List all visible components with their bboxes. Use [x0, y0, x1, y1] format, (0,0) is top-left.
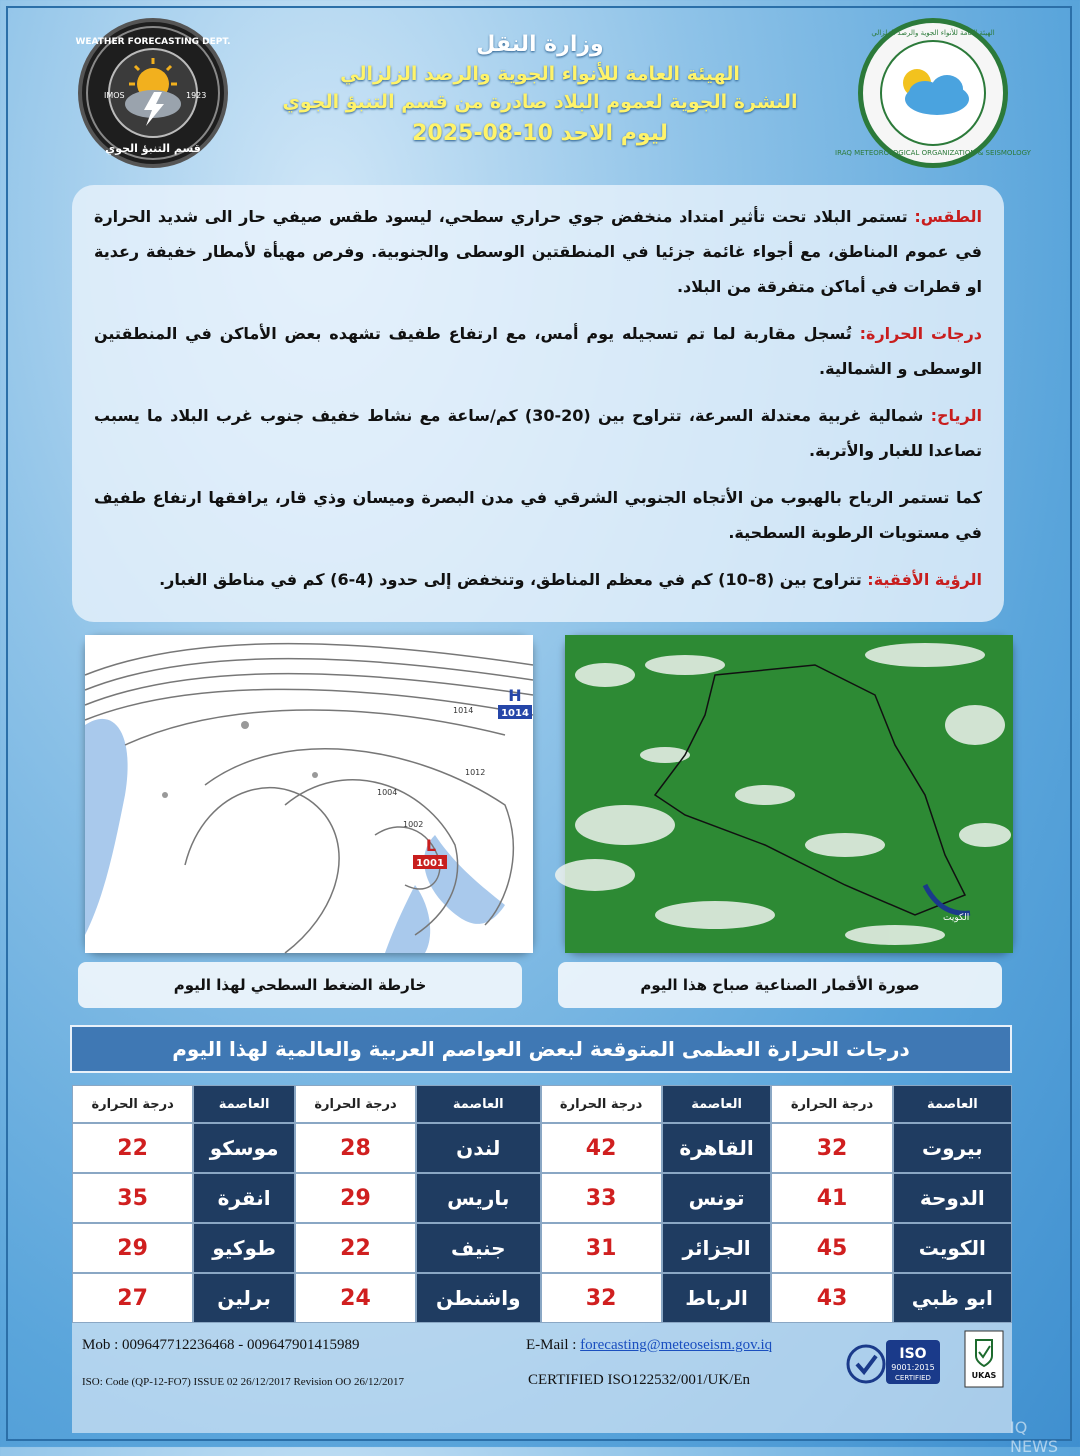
weather-paragraph — [94, 199, 982, 304]
capital-temperature: 32 — [771, 1123, 892, 1173]
email-line — [526, 1337, 772, 1354]
table-row — [72, 1173, 1012, 1223]
temp-header: درجة الحرارة — [72, 1085, 193, 1123]
temperature-paragraph — [94, 316, 982, 386]
weather-label: الطقس: — [914, 207, 982, 226]
ukas-text: UKAS — [971, 1371, 997, 1380]
logo-year-text: 1923 — [186, 91, 207, 100]
capital-temperature: 22 — [72, 1123, 193, 1173]
low-pressure-label: L — [425, 836, 437, 855]
wind-text: شمالية غربية معتدلة السرعة، تتراوح بين (20-30) كم/ساعة مع نشاط خفيف جنوب غرب البلاد ما يسبب تصاعدا للغبار والأتربة. — [94, 406, 982, 460]
ministry-title: وزارة النقل — [476, 32, 604, 57]
capital-temperature: 22 — [295, 1223, 416, 1273]
bulletin-title: النشرة الجوية لعموم البلاد صادرة من قسم التنبؤ الجوي — [282, 91, 798, 113]
visibility-text: تتراوح بين (8–10) كم في معظم المناطق، وتنخفض إلى حدود (4-6) كم في مناطق الغبار. — [159, 570, 862, 589]
capital-temperature: 43 — [771, 1273, 892, 1323]
capital-name: انقرة — [193, 1173, 295, 1223]
logo-imos-text: IMOS — [104, 91, 125, 100]
iso-certified-badge — [846, 1328, 942, 1398]
capital-temperature: 45 — [771, 1223, 892, 1273]
visibility-label: الرؤية الأفقية: — [867, 570, 982, 589]
isobar-1002-label: 1002 — [403, 820, 424, 829]
capital-name: باريس — [416, 1173, 540, 1223]
iso-code-line: ISO: Code (QP-12-FO7) ISSUE 02 26/12/2017 Revision OO 26/12/2017 — [82, 1376, 405, 1388]
capital-temperature: 29 — [295, 1173, 416, 1223]
capital-header: العاصمة — [193, 1085, 295, 1123]
pressure-map-caption: خارطة الضغط السطحي لهذا اليوم — [78, 962, 522, 1008]
logo-ring-text: WEATHER FORECASTING DEPT. — [75, 37, 231, 47]
logo-arabic-text: قسم التنبؤ الجوي — [105, 142, 201, 155]
mobile-numbers: Mob : 009647712236468 - 009647901415989 — [82, 1337, 360, 1353]
iso-badge-standard: 9001:2015 — [891, 1363, 935, 1372]
certification-line: CERTIFIED ISO122532/001/UK/En — [528, 1372, 751, 1388]
capital-temperature: 29 — [72, 1223, 193, 1273]
capital-name: الجزائر — [662, 1223, 772, 1273]
capital-temperature: 24 — [295, 1273, 416, 1323]
capital-header: العاصمة — [416, 1085, 540, 1123]
forecast-text-box — [72, 185, 1004, 622]
authority-title: الهيئة العامة للأنواء الجوية والرصد الزلزالي — [340, 63, 740, 85]
capital-name: موسكو — [193, 1123, 295, 1173]
low-pressure-value: 1001 — [416, 858, 444, 869]
capital-header: العاصمة — [893, 1085, 1012, 1123]
extra-wind-paragraph — [94, 480, 982, 550]
wind-paragraph — [94, 398, 982, 468]
news-watermark: IQ NEWS — [1010, 1418, 1059, 1456]
high-pressure-value: 1014 — [501, 708, 529, 719]
capital-temperature: 31 — [541, 1223, 662, 1273]
capital-header: العاصمة — [662, 1085, 772, 1123]
capital-temperature: 41 — [771, 1173, 892, 1223]
temp-header: درجة الحرارة — [541, 1085, 662, 1123]
table-row — [72, 1273, 1012, 1323]
satellite-caption: صورة الأقمار الصناعية صباح هذا اليوم — [558, 962, 1002, 1008]
isobar-1004-label: 1004 — [377, 788, 398, 797]
email-label: E-Mail : — [526, 1337, 581, 1353]
satellite-image — [565, 635, 1013, 953]
capital-name: تونس — [662, 1173, 772, 1223]
capital-name: الكويت — [893, 1223, 1012, 1273]
email-link[interactable]: forecasting@meteoseism.gov.iq — [580, 1337, 773, 1353]
capital-name: برلين — [193, 1273, 295, 1323]
high-pressure-label: H — [508, 686, 522, 705]
wind-label: الرياح: — [930, 406, 982, 425]
iso-badge-certified: CERTIFIED — [895, 1374, 931, 1382]
capital-temperature: 32 — [541, 1273, 662, 1323]
temperatures-table-title: درجات الحرارة العظمى المتوقعة لبعض العواصم العربية والعالمية لهذا اليوم — [70, 1025, 1012, 1073]
capital-temperature: 42 — [541, 1123, 662, 1173]
capital-name: واشنطن — [416, 1273, 540, 1323]
iso-badge-text: ISO — [899, 1346, 927, 1362]
table-row — [72, 1223, 1012, 1273]
temp-header: درجة الحرارة — [295, 1085, 416, 1123]
weather-text: تستمر البلاد تحت تأثير امتداد منخفض جوي حراري سطحي، ليسود طقس صيفي حار الى شديد الحرارة في عموم المناطق، مع أجواء غائمة جزئيا في المنطقتين الوسطى والجنوبية. وفرص مهيأة لأمطار خفيفة رعدية او قطرات في أماكن متفرقة من البلاد. — [94, 207, 982, 296]
capital-name: ابو ظبي — [893, 1273, 1012, 1323]
logo-ring-text-en: IRAQ METEOROLOGICAL ORGANIZATION & SEISMOLOGY — [835, 149, 1031, 157]
surface-pressure-map — [85, 635, 533, 953]
capital-name: الدوحة — [893, 1173, 1012, 1223]
capital-name: جنيف — [416, 1223, 540, 1273]
isobar-1012-label: 1012 — [465, 768, 486, 777]
extra-wind-text: كما تستمر الرياح بالهبوب من الأتجاه الجنوبي الشرقي في مدن البصرة وميسان وذي قار، يرافقها ارتفاع طفيف في مستويات الرطوبة السطحية. — [94, 488, 982, 542]
capital-temperature: 27 — [72, 1273, 193, 1323]
satellite-kuwait-label: الكويت — [943, 913, 970, 923]
logo-ring-text-ar: الهيئة العامة للأنواء الجوية والرصد الزلزالي — [871, 29, 995, 37]
table-row — [72, 1123, 1012, 1173]
capital-temperature: 33 — [541, 1173, 662, 1223]
bulletin-header — [0, 20, 1080, 170]
visibility-paragraph — [94, 562, 982, 597]
capital-name: الرباط — [662, 1273, 772, 1323]
capital-temperature: 28 — [295, 1123, 416, 1173]
capital-name: القاهرة — [662, 1123, 772, 1173]
ukas-logo — [964, 1330, 1004, 1388]
capital-name: لندن — [416, 1123, 540, 1173]
temp-header: درجة الحرارة — [771, 1085, 892, 1123]
temperature-label: درجات الحرارة: — [859, 324, 983, 343]
isobar-1014-label: 1014 — [453, 706, 474, 715]
table-header-row — [72, 1085, 1012, 1123]
temperature-text: تُسجل مقاربة لما تم تسجيله يوم أمس، مع ارتفاع طفيف تشهده بعض الأماكن في المنطقتين الوسطى و الشمالية. — [94, 324, 982, 378]
capitals-temperature-table — [72, 1085, 1012, 1323]
capital-temperature: 35 — [72, 1173, 193, 1223]
capital-name: طوكيو — [193, 1223, 295, 1273]
capital-name: بيروت — [893, 1123, 1012, 1173]
bulletin-date: ليوم الاحد 10-08-2025 — [412, 121, 668, 146]
